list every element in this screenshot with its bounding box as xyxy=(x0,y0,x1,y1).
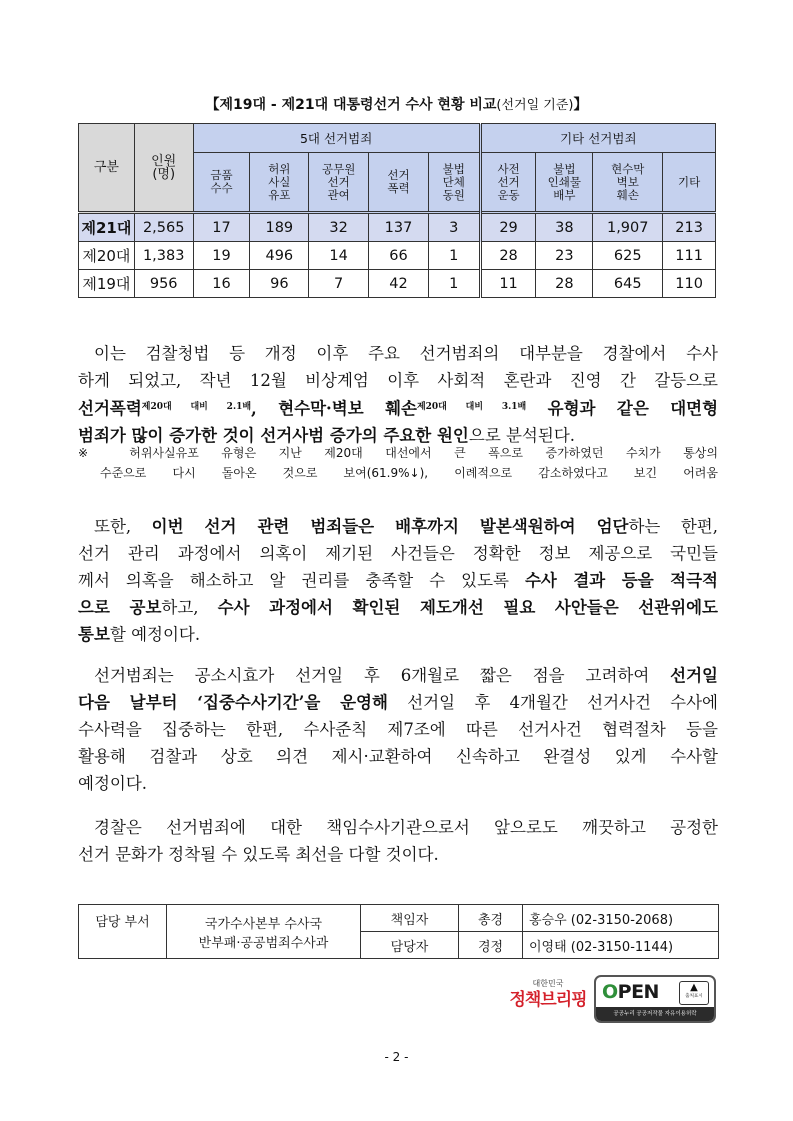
contact-person: 홍승우 (02-3150-2068) xyxy=(523,905,719,932)
cell: 1 xyxy=(428,270,480,298)
header-group-five: 5대 선거범죄 xyxy=(193,124,480,153)
header-col-false-info: 허위 사실 유포 xyxy=(250,153,309,213)
bold-text: , 현수막·벽보 훼손 xyxy=(251,399,417,418)
paragraph-line: 경찰은 선거범죄에 대한 책임수사기관으로서 앞으로도 깨끗하고 공정한 xyxy=(94,818,718,837)
row-name: 제19대 xyxy=(79,270,135,298)
cell: 28 xyxy=(536,270,593,298)
cell: 42 xyxy=(369,270,429,298)
cell: 11 xyxy=(480,270,536,298)
header-col-print: 불법 인쇄물 배부 xyxy=(536,153,593,213)
header-col-banner: 현수막 벽보 훼손 xyxy=(593,153,663,213)
paragraph-line xyxy=(78,621,718,648)
row-name: 제21대 xyxy=(79,213,135,242)
cell: 38 xyxy=(536,213,593,242)
paragraph-line xyxy=(78,662,718,689)
cell: 66 xyxy=(369,242,429,270)
paragraph-line xyxy=(78,594,718,621)
cell: 19 xyxy=(193,242,250,270)
briefing-small-text: 대한민국 xyxy=(532,979,564,988)
header-col-other: 기타 xyxy=(663,153,716,213)
table-title xyxy=(0,94,793,114)
cell: 1,383 xyxy=(134,242,193,270)
paragraph-line: 선거 관리 과정에서 의혹이 제기된 사건들은 정확한 정보 제공으로 국민들 xyxy=(78,544,718,563)
cell: 3 xyxy=(428,213,480,242)
dept-name xyxy=(167,905,361,959)
bold-text: 선거폭력 xyxy=(78,399,142,418)
badge-text: 출처표시 xyxy=(685,994,703,999)
plain-text: 또한, xyxy=(94,517,152,536)
header-persons: 인원 (명) xyxy=(134,124,193,213)
cell: 29 xyxy=(480,213,536,242)
paragraph-line: 이는 검찰청법 등 개정 이후 주요 선거범죄의 대부분을 경찰에서 수사 xyxy=(94,344,718,363)
header-col-violence: 선거 폭력 xyxy=(369,153,429,213)
paragraph-line xyxy=(78,689,718,716)
paragraph-line xyxy=(78,513,718,540)
paragraph-line: 선거 문화가 정착될 수 있도록 최선을 다할 것이다. xyxy=(78,845,439,864)
cell: 137 xyxy=(369,213,429,242)
contact-table xyxy=(78,904,719,959)
header-category: 구분 xyxy=(79,124,135,213)
cell: 189 xyxy=(250,213,309,242)
row-name: 제20대 xyxy=(79,242,135,270)
rank-label: 총경 xyxy=(459,905,523,932)
paragraph-line: 수사력을 집중하는 한편, 수사준칙 제7조에 따른 선거사건 협력절차 등을 xyxy=(78,720,718,739)
plain-text: 하는 한편, xyxy=(628,517,718,536)
cell: 956 xyxy=(134,270,193,298)
paragraph-cause xyxy=(78,340,718,449)
paragraph-intensive-period xyxy=(78,662,718,797)
plain-text: 하고, xyxy=(161,598,218,617)
superscript-note: 제20대 대비 2.1배 xyxy=(141,402,252,412)
role-label: 담당자 xyxy=(361,932,459,959)
table-title-end: 】 xyxy=(573,97,588,113)
table-title-main: 【제19대 - 제21대 대통령선거 수사 현황 비교 xyxy=(205,97,497,113)
cell: 496 xyxy=(250,242,309,270)
contact-person: 이영태 (02-3150-1144) xyxy=(523,932,719,959)
cell: 7 xyxy=(309,270,369,298)
table-row xyxy=(79,270,716,298)
election-crime-table xyxy=(78,123,716,298)
cell: 23 xyxy=(536,242,593,270)
paragraph-line xyxy=(78,394,718,422)
cell: 625 xyxy=(593,242,663,270)
plain-text: 선거범죄는 공소시효가 선거일 후 6개월로 짧은 점을 고려하여 xyxy=(94,666,671,685)
footnote-line: ※ 허위사실유포 유형은 지난 제20대 대선에서 큰 폭으로 증가하였던 수치가 통상의 xyxy=(78,446,718,460)
header-col-bribery: 금품 수수 xyxy=(193,153,250,213)
bold-text: 유형과 같은 대면형 xyxy=(526,399,719,418)
open-license-logo xyxy=(594,975,716,1023)
cell: 14 xyxy=(309,242,369,270)
cell: 2,565 xyxy=(134,213,193,242)
role-label: 책임자 xyxy=(361,905,459,932)
plain-text: 선거일 후 4개월간 선거사건 수사에 xyxy=(387,693,719,712)
bold-text: 통보 xyxy=(78,625,110,644)
bold-text: 수사 결과 등을 적극적 xyxy=(524,571,718,590)
paragraph-line: 활용해 검찰과 상호 의견 제시·교환하여 신속하고 완결성 있게 수사할 xyxy=(78,747,718,766)
paragraph-closing xyxy=(78,814,718,868)
paragraph-line: 하게 되었고, 작년 12월 비상계엄 이후 사회적 혼란과 진영 간 갈등으로 xyxy=(78,371,718,390)
bold-text: 으로 공보 xyxy=(78,598,162,617)
bold-text: 다음 날부터 ‘집중수사기간’을 운영해 xyxy=(78,693,388,712)
paragraph-line xyxy=(78,567,718,594)
bold-text: 이번 선거 관련 범죄들은 배후까지 발본색원하여 엄단 xyxy=(151,517,629,536)
dept-label: 담당 부서 xyxy=(79,905,167,959)
plain-text: 할 예정이다. xyxy=(109,625,201,644)
cell: 17 xyxy=(193,213,250,242)
cell: 213 xyxy=(663,213,716,242)
footnote-line: 수준으로 다시 돌아온 것으로 보여(61.9%↓), 이례적으로 감소하였다고 보긴 어려움 xyxy=(100,466,718,480)
paragraph-line: 예정이다. xyxy=(78,774,148,793)
plain-text: 께서 의혹을 해소하고 알 권리를 충족할 수 있도록 xyxy=(78,571,525,590)
dept-name-line: 국가수사본부 수사국 xyxy=(204,916,323,932)
cell: 1 xyxy=(428,242,480,270)
cell: 32 xyxy=(309,213,369,242)
policy-briefing-logo xyxy=(506,979,590,1011)
page-number: - 2 - xyxy=(384,1050,409,1064)
rank-label: 경정 xyxy=(459,932,523,959)
cell: 1,907 xyxy=(593,213,663,242)
table-row xyxy=(79,213,716,242)
cell: 111 xyxy=(663,242,716,270)
header-col-pre-campaign: 사전 선거 운동 xyxy=(480,153,536,213)
cell: 28 xyxy=(480,242,536,270)
dept-name-line: 반부패·공공범죄수사과 xyxy=(198,935,329,951)
header-col-group: 불법 단체 동원 xyxy=(428,153,480,213)
open-text xyxy=(602,981,659,1003)
table-title-sub: (선거일 기준) xyxy=(496,98,574,113)
plain-text: 으로 분석된다. xyxy=(468,426,575,445)
bold-text: 수사 과정에서 확인된 제도개선 필요 사안들은 선관위에도 xyxy=(217,598,718,617)
open-text-rest: PEN xyxy=(617,981,659,1003)
header-group-other: 기타 선거범죄 xyxy=(480,124,715,153)
cell: 645 xyxy=(593,270,663,298)
open-caption: 공공누리 공공저작물 자유이용허락 xyxy=(596,1007,714,1021)
bold-text: 선거일 xyxy=(670,666,718,685)
briefing-main-text: 정책브리핑 xyxy=(509,990,587,1010)
header-col-official: 공무원 선거 관여 xyxy=(309,153,369,213)
bold-text: 범죄가 많이 증가한 것이 선거사범 증가의 주요한 원인 xyxy=(78,426,469,445)
table-row xyxy=(79,242,716,270)
cell: 16 xyxy=(193,270,250,298)
footnote xyxy=(78,443,718,483)
cell: 110 xyxy=(663,270,716,298)
person-icon: ▲ xyxy=(690,982,698,993)
cell: 96 xyxy=(250,270,309,298)
open-text-initial: O xyxy=(602,981,618,1003)
paragraph-enforcement xyxy=(78,513,718,648)
attribution-badge xyxy=(679,981,709,1005)
superscript-note: 제20대 대비 3.1배 xyxy=(416,402,527,412)
